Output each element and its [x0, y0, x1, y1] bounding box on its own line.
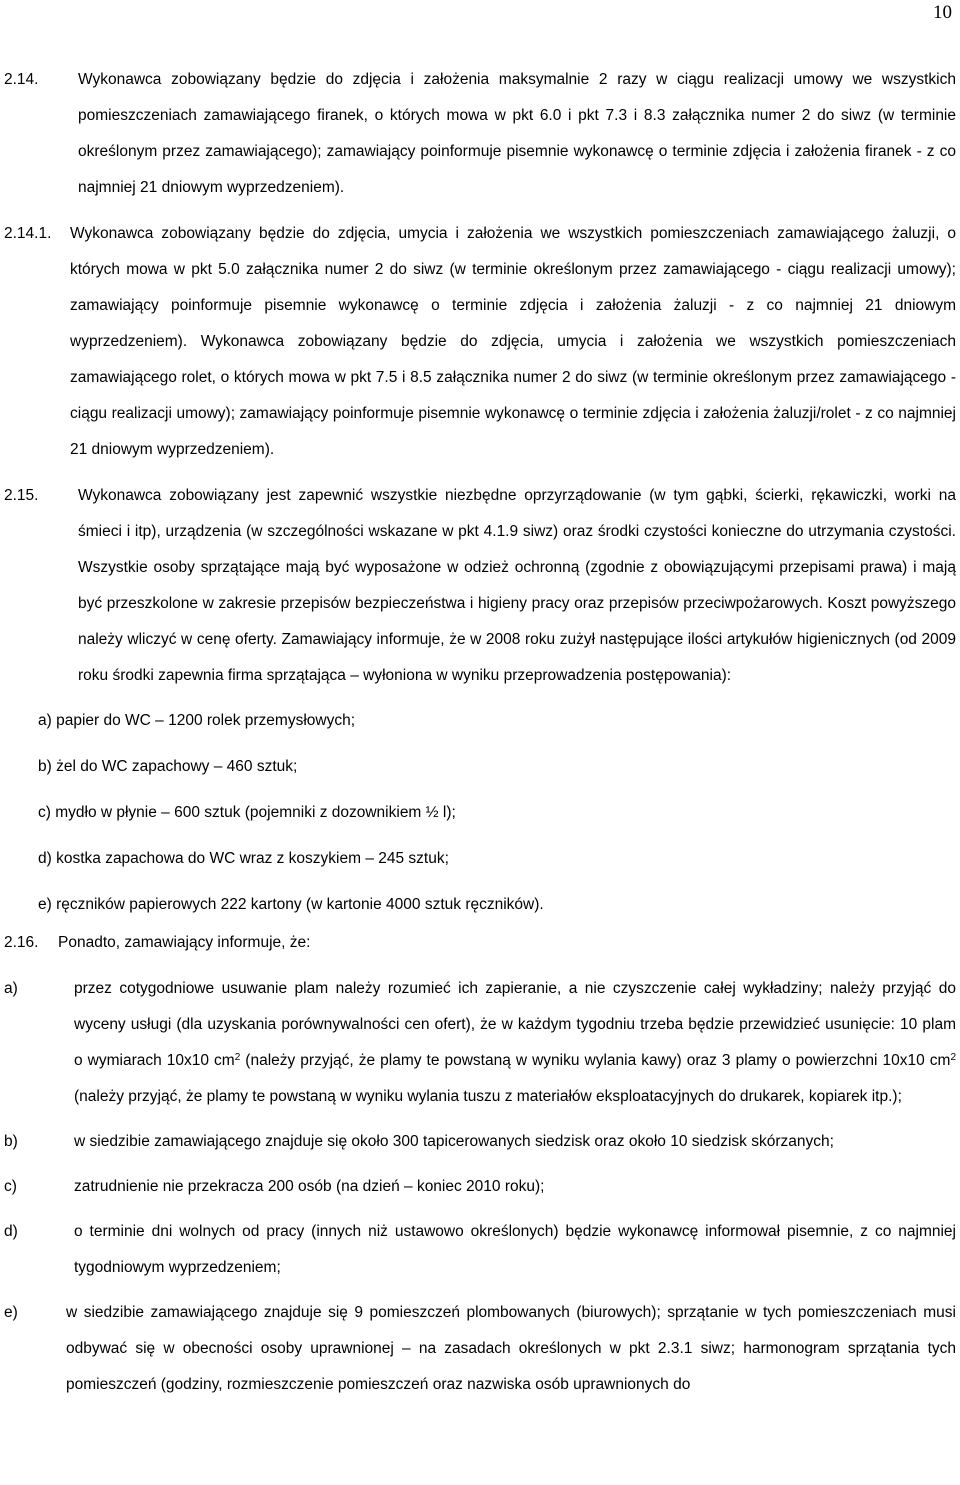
item-d: [4, 1214, 956, 1286]
item-label: e): [4, 1304, 18, 1321]
list-item: b) żel do WC zapachowy – 460 sztuk;: [38, 758, 298, 775]
section-2-16: [4, 925, 956, 961]
item-text: w siedzibie zamawiającego znajduje się 9 pomieszczeń plombowanych (biurowych); sprzątanie w tych pomieszczeniach musi odbywać się w obecności osoby uprawnionej – na zasadach określonych w pkt 2.3.1 siwz; harmonogram sprzątania tych pomieszczeń (godziny, rozmieszczenie pomieszczeń oraz nazwiska osób uprawnionych do: [66, 1304, 956, 1393]
item-label: b): [4, 1133, 18, 1150]
list-item: c) mydło w płynie – 600 sztuk (pojemniki z dozownikiem ½ l);: [38, 804, 456, 821]
item-label: a): [4, 980, 18, 997]
section-number: 2.14.: [4, 71, 39, 88]
item-e: [4, 1295, 956, 1403]
list-item: a) papier do WC – 1200 rolek przemysłowych;: [38, 712, 356, 729]
section-number: 2.16.: [4, 934, 39, 951]
item-text: przez cotygodniowe usuwanie plam należy rozumieć ich zapieranie, a nie czyszczenie całej wykładziny; należy przyjąć do wyceny usługi (dla uzyskania porównywalności cen ofert), że w każdym tygodniu trzeba będzie przewidzieć usunięcie: 10 plam o wymiarach 10x10 $cm^2$ (należy przyjąć, że plamy te powstaną w wyniku wylania kawy) oraz 3 plamy o powierzchni 10x10 $cm^2$ (należy przyjąć, że plamy te powstaną w wyniku wylania tuszu z materiałów eksploatacyjnych do drukarek, kopiarek itp.);: [74, 980, 956, 1105]
section-2-15: [4, 478, 956, 694]
document-body: [4, 62, 956, 1403]
section-number: 2.15.: [4, 487, 39, 504]
item-text: zatrudnienie nie przekracza 200 osób (na dzień – koniec 2010 roku);: [74, 1178, 545, 1195]
item-label: c): [4, 1178, 17, 1195]
list-item: e) ręczników papierowych 222 kartony (w kartonie 4000 sztuk ręczników).: [38, 896, 544, 913]
item-text: o terminie dni wolnych od pracy (innych niż ustawowo określonych) będzie wykonawcę informował pisemnie, z co najmniej tygodniowym wyprzedzeniem;: [74, 1223, 956, 1276]
supplies-list: [38, 703, 956, 933]
section-text: Wykonawca zobowiązany będzie do zdjęcia, umycia i założenia we wszystkich pomieszczeniach zamawiającego żaluzji, o których mowa w pkt 5.0 załącznika numer 2 do siwz (w terminie określonym przez zamawiającego - ciągu realizacji umowy); zamawiający poinformuje pisemnie wykonawcę o terminie zdjęcia i założenia żaluzji - z co najmniej 21 dniowym wyprzedzeniem). Wykonawca zobowiązany będzie do zdjęcia, umycia i założenia we wszystkich pomieszczeniach zamawiającego rolet, o których mowa w pkt 7.5 i 8.5 załącznika numer 2 do siwz (w terminie określonym przez zamawiającego - ciągu realizacji umowy); zamawiający poinformuje pisemnie wykonawcę o terminie zdjęcia i założenia żaluzji/rolet - z co najmniej 21 dniowym wyprzedzeniem).: [70, 225, 956, 458]
page-number: 10: [933, 2, 952, 23]
section-text: Wykonawca zobowiązany będzie do zdjęcia i założenia maksymalnie 2 razy w ciągu realizacji umowy we wszystkich pomieszczeniach zamawiającego firanek, o których mowa w pkt 6.0 i pkt 7.3 i 8.3 załącznika numer 2 do siwz (w terminie określonym przez zamawiającego); zamawiający poinformuje pisemnie wykonawcę o terminie zdjęcia i założenia firanek - z co najmniej 21 dniowym wyprzedzeniem).: [78, 71, 956, 196]
section-2-14: [4, 62, 956, 206]
item-a: [4, 971, 956, 1115]
section-2-14-1: [4, 216, 956, 468]
section-text: Ponadto, zamawiający informuje, że:: [58, 934, 311, 951]
item-b: [4, 1124, 956, 1160]
section-number: 2.14.1.: [4, 225, 52, 242]
item-c: [4, 1169, 956, 1205]
item-label: d): [4, 1223, 18, 1240]
list-item: d) kostka zapachowa do WC wraz z koszykiem – 245 sztuk;: [38, 850, 449, 867]
item-text: w siedzibie zamawiającego znajduje się około 300 tapicerowanych siedzisk oraz około 10 siedzisk skórzanych;: [74, 1133, 834, 1150]
section-text: Wykonawca zobowiązany jest zapewnić wszystkie niezbędne oprzyrządowanie (w tym gąbki, ścierki, rękawiczki, worki na śmieci i itp), urządzenia (w szczególności wskazane w pkt 4.1.9 siwz) oraz środki czystości konieczne do utrzymania czystości. Wszystkie osoby sprzątające mają być wyposażone w odzież ochronną (zgodnie z obowiązującymi przepisami prawa) i mają być przeszkolone w zakresie przepisów bezpieczeństwa i higieny pracy oraz przepisów przeciwpożarowych. Koszt powyższego należy wliczyć w cenę oferty. Zamawiający informuje, że w 2008 roku zużył następujące ilości artykułów higienicznych (od 2009 roku środki zapewnia firma sprzątająca – wyłoniona w wyniku przeprowadzenia postępowania):: [78, 487, 956, 684]
